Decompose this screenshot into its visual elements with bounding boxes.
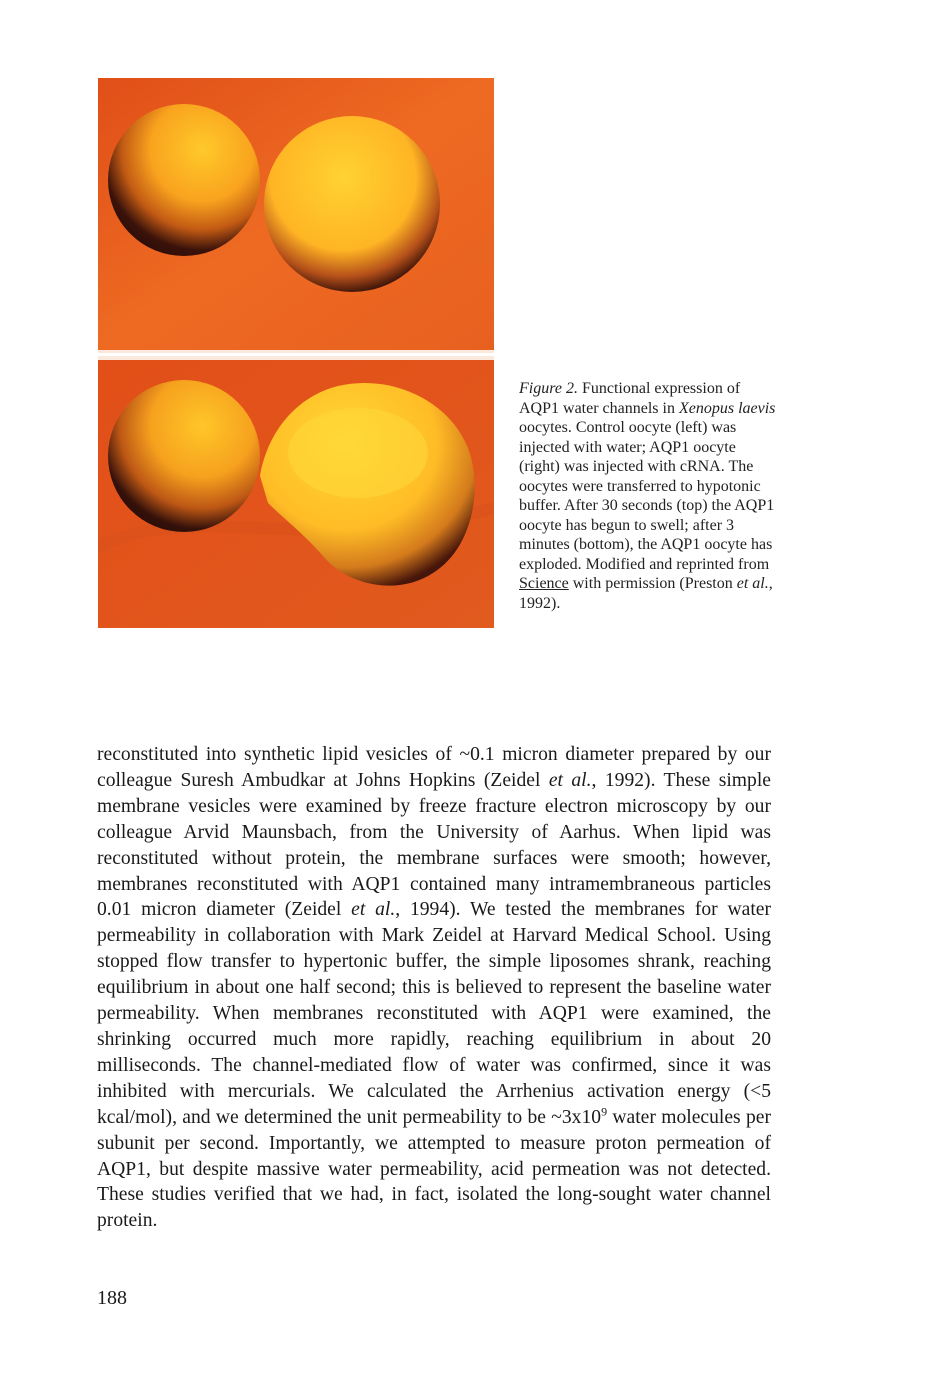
body-paragraph	[97, 742, 771, 1234]
caption-et-al: et al.	[736, 575, 769, 592]
figure-caption	[519, 379, 779, 613]
page-number: 188	[97, 1287, 127, 1309]
journal-name: Science	[519, 575, 569, 592]
caption-text: oocytes. Control oocyte (left) was injected with water; AQP1 oocyte (right) was injected with cRNA. The oocytes were transferred to hypotonic buffer. After 30 seconds (top) the AQP1 oocyte has begun to swell; after 3 minutes (bottom), the AQP1 oocyte has exploded. Modified and reprinted from	[519, 419, 775, 573]
citation-et-al: et al.	[351, 899, 396, 921]
figure-label: Figure 2.	[519, 380, 578, 397]
body-text-segment: water molecules per subunit per second. Importantly, we attempted to measure proton permeation of AQP1, but despite massive water permeability, acid permeation was not detected. These studies verified that we had, in fact, isolated the long-sought water channel protein.	[97, 1106, 771, 1232]
citation-et-al: et al.	[548, 769, 592, 791]
oocyte-micrograph	[98, 78, 494, 628]
species-name: Xenopus laevis	[678, 399, 776, 417]
exponent: 9	[601, 1104, 608, 1119]
body-text-segment: , 1992). These simple membrane vesicles were examined by freeze fracture electron microscopy by our colleague Arvid Maunsbach, from the University of Aarhus. When lipid was reconstituted without protein, the membrane surfaces were smooth; however, membranes reconstituted with AQP1 contained many intramembraneous particles 0.01 micron diameter (Zeidel	[97, 769, 771, 921]
caption-text: with permission (Preston	[568, 575, 737, 592]
body-text-segment: reconstituted into synthetic lipid vesicles of ~0.1 micron diameter prepared by our colleague Suresh Ambudkar at Johns Hopkins (Zeidel	[97, 744, 771, 791]
body-text-segment: , 1994). We tested the membranes for water permeability in collaboration with Mark Zeidel at Harvard Medical School. Using stopped flow transfer to hypertonic buffer, the simple liposomes shrank, reaching equilibrium in about one half second; this is believed to represent the baseline water permeability. When membranes reconstituted with AQP1 were examined, the shrinking occurred much more rapidly, reaching equilibrium in about 20 milliseconds. The channel-mediated flow of water was confirmed, since it was inhibited with mercurials. We calculated the Arrhenius activation energy (<5 kcal/mol), and we determined the unit permeability to be ~3x10	[97, 899, 771, 1128]
caption-text: Functional expression of AQP1 water channels in	[519, 380, 741, 417]
caption-text: , 1992).	[519, 575, 773, 612]
